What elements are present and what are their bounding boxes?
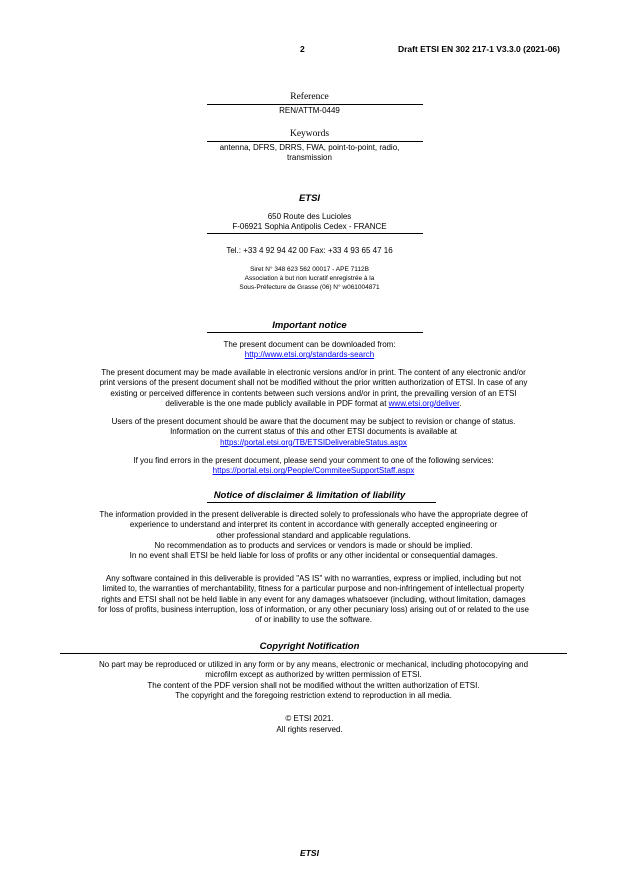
copyright-heading: Copyright Notification	[259, 641, 360, 652]
committee-support-link[interactable]: https://portal.etsi.org/People/CommiteeSupportStaff.aspx	[212, 466, 415, 476]
disclaimer-software-line-2: limited to, the warranties of merchantability, fitness for a particular purpose and non-infringement of intellectual property	[102, 584, 525, 594]
notice-rule	[207, 332, 423, 333]
keywords-line-1: antenna, DFRS, DRRS, FWA, point-to-point, radio,	[219, 143, 400, 152]
etsi-siret: Siret N° 348 623 562 00017 - APE 7112B	[250, 266, 369, 273]
important-notice-heading: Important notice	[272, 320, 347, 331]
etsi-address-1: 650 Route des Lucioles	[267, 212, 352, 221]
disclaimer-software-line-3: rights and ETSI shall not be held liable in any event for any damages whatsoever (including, without limitation, damages	[101, 594, 526, 604]
copyright-line-2: microfilm except as authorized by written permission of ETSI.	[205, 670, 422, 680]
reference-value: REN/ATTM-0449	[279, 106, 340, 115]
disclaimer-paragraph-1	[60, 510, 567, 561]
deliver-link[interactable]: www.etsi.org/deliver	[388, 398, 460, 408]
disclaimer-rule	[207, 502, 436, 503]
disclaimer-paragraph-2	[60, 574, 567, 625]
footer-etsi: ETSI	[300, 848, 319, 858]
notice-p1-line-1: The present document may be made available in electronic versions and/or in print. The content of any electronic and/or	[101, 368, 526, 377]
disclaimer-line-4: No recommendation as to products and services or vendors is made or should be implied.	[154, 540, 473, 550]
copyright-year: © ETSI 2021.	[285, 714, 334, 723]
notice-p1-line-4-text: deliverable is the one made publicly available in PDF format at	[165, 398, 389, 408]
notice-paragraph-3	[60, 456, 567, 477]
keywords-label: Keywords	[289, 129, 330, 139]
all-rights-reserved: All rights reserved.	[276, 725, 343, 734]
etsi-phone-fax: Tel.: +33 4 92 94 42 00 Fax: +33 4 93 65 47 16	[226, 246, 393, 255]
copyright-rule	[60, 653, 567, 654]
address-rule	[207, 233, 423, 234]
notice-p1-line-3: existing or perceived difference in contents between such versions and/or in print, the prevailing version of an ETSI	[110, 388, 517, 398]
notice-paragraph-1	[60, 368, 567, 409]
deliverable-status-link[interactable]: https://portal.etsi.org/TB/ETSIDeliverableStatus.aspx	[220, 437, 407, 447]
notice-p2-line-1: Users of the present document should be aware that the document may be subject to revision or change of status.	[111, 417, 516, 426]
disclaimer-software-line-1: Any software contained in this deliverable is provided "AS IS" with no warranties, express or implied, including but not	[105, 574, 522, 583]
keywords-rule	[207, 141, 423, 142]
notice-p3-line-1: If you find errors in the present document, please send your comment to one of the following services:	[133, 456, 494, 465]
page-number: 2	[300, 44, 305, 54]
disclaimer-line-2: experience to understand and interpret its content in accordance with generally accepted engineering or	[129, 520, 498, 530]
reference-label: Reference	[290, 92, 329, 102]
notice-p1-line-4-end: .	[459, 398, 462, 408]
keywords-line-2: transmission	[287, 153, 332, 162]
document-title: Draft ETSI EN 302 217-1 V3.3.0 (2021-06)	[397, 44, 560, 54]
copyright-line-4: The copyright and the foregoing restriction extend to reproduction in all media.	[175, 690, 452, 700]
disclaimer-line-3: other professional standard and applicable regulations.	[216, 530, 411, 540]
disclaimer-heading: Notice of disclaimer & limitation of liability	[213, 490, 406, 501]
disclaimer-line-5: In no event shall ETSI be held liable for loss of profits or any other incidental or consequential damages.	[129, 551, 498, 561]
reference-rule	[207, 104, 423, 105]
notice-paragraph-2	[60, 417, 567, 448]
etsi-association: Association à but non lucratif enregistrée à la	[244, 275, 375, 282]
etsi-address-2: F-06921 Sophia Antipolis Cedex - FRANCE	[232, 222, 387, 231]
disclaimer-line-1: The information provided in the present deliverable is directed solely to professionals who have the appropriate degree of	[99, 510, 528, 519]
copyright-line-1: No part may be reproduced or utilized in any form or by any means, electronic or mechanical, including photocopying and	[98, 660, 529, 669]
copyright-line-3: The content of the PDF version shall not be modified without the written authorization of ETSI.	[147, 680, 480, 690]
download-text: The present document can be downloaded from:	[223, 340, 396, 349]
notice-p1-line-4	[60, 399, 567, 409]
copyright-paragraph	[60, 660, 567, 701]
disclaimer-software-line-5: of or inability to use the software.	[255, 615, 372, 625]
etsi-name: ETSI	[298, 193, 321, 204]
notice-p2-line-2: Information on the current status of this and other ETSI documents is available at	[170, 427, 457, 437]
etsi-prefecture: Sous-Préfecture de Grasse (06) N° w061004871	[239, 284, 380, 291]
notice-p1-line-2: print versions of the present document shall not be modified without the prior written authorization of ETSI. In case of any	[99, 378, 528, 388]
disclaimer-software-line-4: for loss of profits, business interruption, loss of information, or any other pecuniary loss) arising out of or related to the use	[98, 604, 529, 614]
standards-search-link[interactable]: http://www.etsi.org/standards-search	[244, 350, 375, 359]
